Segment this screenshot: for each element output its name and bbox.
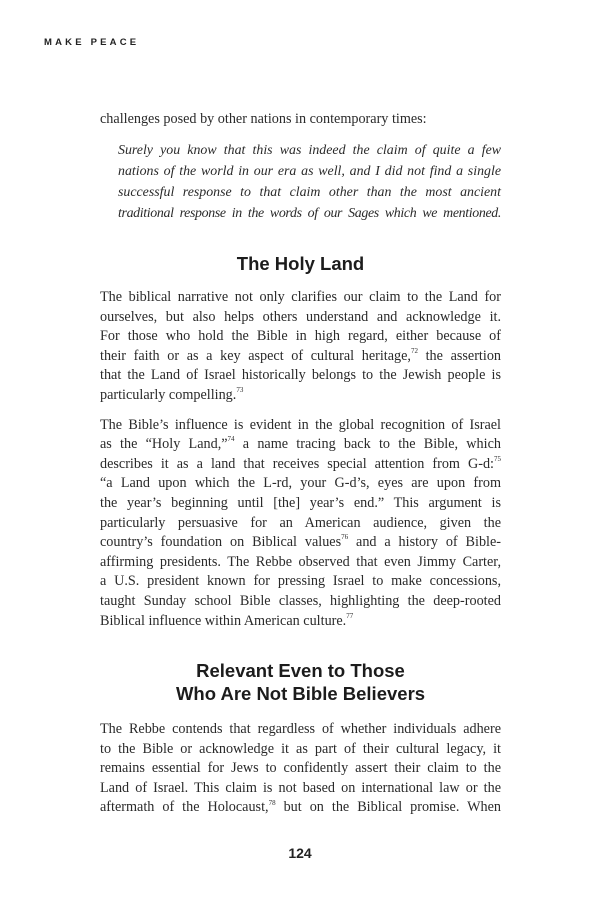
text-line: Land of Israel. This claim is not based on international law or the (100, 779, 501, 796)
footnote-ref-78[interactable]: 78 (268, 798, 276, 807)
page-number: 124 (288, 845, 312, 861)
block-quote (118, 140, 501, 224)
text-line: The biblical narrative not only clarifies our claim to the Land for (100, 289, 501, 305)
text-run: particularly compelling. (100, 386, 237, 403)
lead-in-text: challenges posed by other nations in contemporary times: (100, 111, 427, 127)
text-run: describes it as a land that receives special attention from G-d: (100, 455, 494, 472)
text-run: as the “Holy Land,” (100, 436, 228, 453)
paragraph-3 (100, 720, 501, 818)
footnote-ref-77[interactable]: 77 (346, 611, 354, 620)
section-heading-relevant (100, 659, 501, 705)
paragraph-1 (100, 288, 501, 406)
footnote-ref-74[interactable]: 74 (227, 435, 235, 444)
quote-line: successful response to that claim other than the most ancient (118, 185, 501, 200)
heading-line: Relevant Even to Those (196, 660, 405, 682)
quote-line: Surely you know that this was indeed the claim of quite a few (118, 143, 501, 158)
text-line: taught Sunday school Bible classes, highlighting the deep-rooted (100, 592, 501, 609)
text-run: the assertion (417, 347, 502, 364)
text-run: Biblical influence within American culture. (100, 612, 347, 629)
text-line (100, 435, 501, 455)
footnote-ref-73[interactable]: 73 (236, 386, 244, 395)
section-heading-holy-land: The Holy Land (236, 253, 365, 274)
text-line (100, 612, 501, 632)
text-run: a name tracing back to the Bible, which (234, 436, 501, 453)
text-line (100, 455, 501, 475)
footnote-ref-76[interactable]: 76 (341, 533, 349, 542)
footnote-ref-72[interactable]: 72 (410, 347, 418, 356)
footnote-ref-75[interactable]: 75 (494, 455, 501, 464)
text-line: ourselves, but also helps others understand and acknowledge it. (100, 308, 501, 325)
text-line (100, 533, 501, 553)
text-line: to the Bible or acknowledge it as part of their cultural legacy, it (100, 740, 501, 757)
text-run: and a history of Bible- (348, 534, 501, 551)
text-line: that the Land of Israel historically belongs to the Jewish people is (100, 367, 501, 384)
text-line: the year’s beginning until [the] year’s end.” This argument is (100, 494, 501, 511)
quote-line: nations of the world in our era as well, and I did not find a single (118, 164, 501, 179)
text-line: The Rebbe contends that regardless of whether individuals adhere (100, 721, 501, 738)
text-line: For those who hold the Bible in high regard, either because of (100, 328, 501, 345)
text-run: aftermath of the Holocaust, (100, 799, 269, 816)
page-body (100, 108, 501, 818)
text-line (100, 798, 501, 818)
running-head: MAKE PEACE (44, 37, 140, 48)
text-line (100, 386, 501, 406)
paragraph-2 (100, 416, 501, 632)
text-line: particularly persuasive for an American audience, given the (100, 514, 501, 531)
text-line (100, 347, 501, 367)
text-line: remains essential for Jews to confidently assert their claim to the (100, 760, 501, 777)
quote-line: traditional response in the words of our Sages which we mentioned. (118, 206, 501, 221)
text-run: country’s foundation on Biblical values (100, 534, 342, 551)
heading-line: Who Are Not Bible Believers (175, 683, 426, 705)
text-run: their faith or as a key aspect of cultural heritage, (100, 347, 411, 364)
text-run: but on the Biblical promise. When (275, 799, 501, 816)
text-line: The Bible’s influence is evident in the global recognition of Israel (100, 416, 501, 433)
text-line: a U.S. president known for pressing Israel to make concessions, (100, 573, 501, 590)
text-line: “a Land upon which the L-rd, your G-d’s, eyes are upon from (100, 475, 501, 492)
text-line: affirming presidents. The Rebbe observed that even Jimmy Carter, (100, 553, 501, 570)
